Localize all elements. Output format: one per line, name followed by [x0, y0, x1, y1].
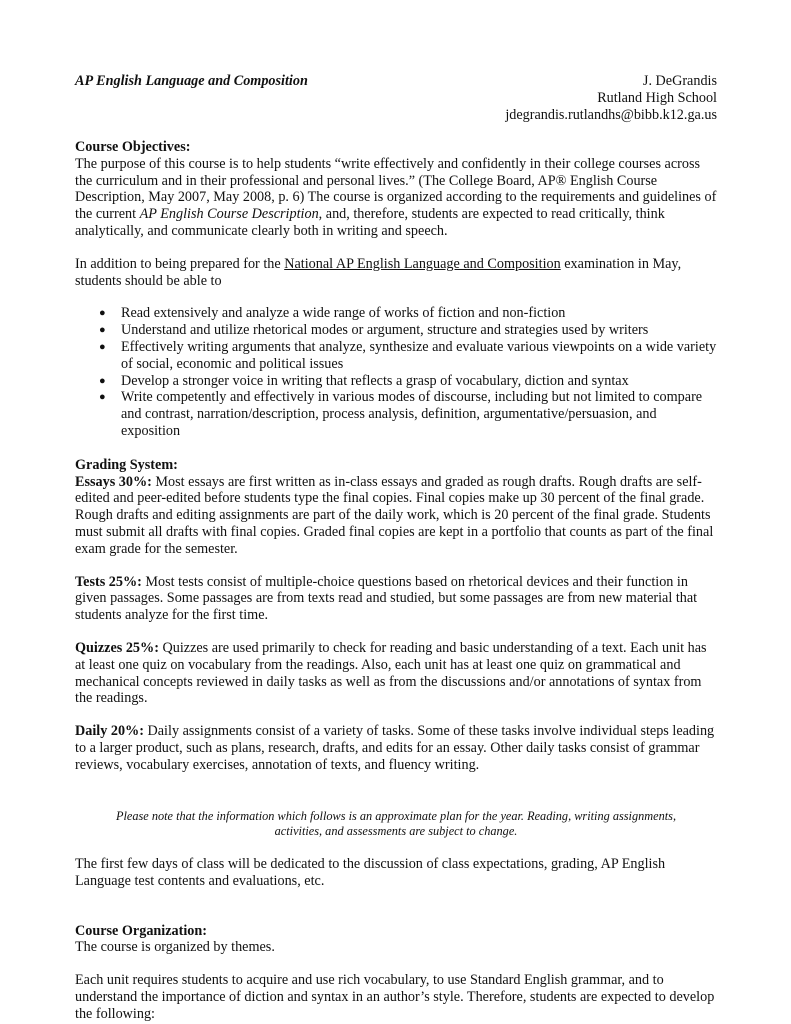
exam-link[interactable]: National AP English Language and Composition [284, 255, 561, 272]
essays-label: Essays 30%: [75, 473, 152, 490]
school-name: Rutland High School [597, 89, 717, 106]
exam-text-start: In addition to being prepared for the [75, 255, 285, 272]
bullet-icon: ● [99, 391, 106, 404]
author-name: J. DeGrandis [642, 73, 717, 89]
exam-paragraph [75, 256, 717, 290]
objectives-list [75, 305, 717, 439]
objectives-paragraph [75, 156, 717, 240]
list-item [99, 322, 717, 339]
list-item-text: Read extensively and analyze a wide range of works of fiction and non-fiction [121, 305, 566, 322]
objectives-text-end: , and, therefore, students are expected to read critically, think analytically, and communicate clearly both in writing and speech. [75, 206, 665, 239]
list-item [99, 372, 717, 390]
list-item-text: Write competently and effectively in various modes of discourse, including but not limited to compare and contrast, narration/description, process analysis, definition, argumentative/persuasion, and exposition [121, 389, 703, 439]
exam-text-end: examination in May, students should be able to [75, 255, 682, 289]
document-page [75, 73, 717, 1023]
course-title: AP English Language and Composition [75, 73, 308, 89]
objectives-heading: Course Objectives: [75, 139, 191, 155]
author-block [505, 73, 717, 123]
daily-paragraph [75, 723, 717, 773]
quizzes-text: Quizzes are used primarily to check for reading and basic understanding of a text. Each unit has at least one quiz on vocabulary from the readings. Also, each unit has at least one quiz on grammatical and mechanical concepts reviewed in daily tasks as well as from the discussions and/or annotations of syntax from the readings. [75, 639, 707, 707]
grading-heading: Grading System: [75, 456, 178, 473]
bullet-icon: ● [99, 324, 106, 337]
tests-label: Tests 25%: [75, 573, 142, 590]
daily-text: Daily assignments consist of a variety of tasks. Some of these tasks involve individual steps leading to a larger product, such as plans, research, drafts, and edits for an essay. Other daily tasks consist of grammar reviews, vocabulary exercises, annotation of texts, and fluency writing. [75, 723, 715, 773]
list-item-text: Effectively writing arguments that analyze, synthesize and evaluate various viewpoints on a wide variety of social, economic and political issues [121, 338, 717, 372]
tests-paragraph [75, 574, 717, 624]
tests-text: Most tests consist of multiple-choice questions based on rhetorical devices and their function in given passages. Some passages are from texts read and studied, but some passages are from new material that students analyze for the first time. [75, 573, 698, 624]
quizzes-label: Quizzes 25%: [75, 639, 159, 656]
document-header [75, 73, 717, 123]
bullet-icon: ● [99, 340, 106, 353]
author-email: jdegrandis.rutlandhs@bibb.k12.ga.us [505, 106, 717, 123]
first-days-paragraph: The first few days of class will be dedicated to the discussion of class expectations, grading, AP English Language test contents and evaluations, etc. [75, 856, 666, 889]
bullet-icon: ● [99, 374, 106, 387]
quizzes-paragraph [75, 640, 717, 707]
objectives-text-start: The purpose of this course is to help students “write effectively and confidently in their college courses across the curriculum and in their professional and personal lives.” (The College Board, AP® English Course Description, May 2007, May 2008, p. 6) The course is organized according to the requirements and guidelines of the current [75, 155, 717, 223]
daily-label: Daily 20%: [75, 723, 144, 740]
list-item [99, 338, 717, 373]
course-description-title: AP English Course Description [139, 206, 319, 223]
essays-text: Most essays are first written as in-class essays and graded as rough drafts. Rough drafts are self-edited and peer-edited before students type the final copies. Final copies make up 30 percent of the final grade. Rough drafts and editing assignments are part of the daily work, which is 20 percent of the final grade. Students must submit all drafts with final copies. Graded final copies are kept in a portfolio that counts as part of the final exam grade for the semester. [75, 473, 714, 557]
organization-paragraph: Each unit requires students to acquire and use rich vocabulary, to use Standard English grammar, and to understand the importance of diction and syntax in an author’s style. Therefore, students are expected to develop the following: [75, 972, 715, 1022]
plan-note: Please note that the information which follows is an approximate plan for the year. Reading, writing assignments, activities, and assessments are subject to change. [115, 808, 677, 839]
list-item [99, 305, 717, 322]
list-item-text: Understand and utilize rhetorical modes or argument, structure and strategies used by writers [121, 322, 649, 339]
list-item [99, 389, 717, 439]
organization-line: The course is organized by themes. [75, 939, 275, 956]
bullet-icon: ● [99, 307, 106, 320]
organization-heading: Course Organization: [75, 922, 208, 939]
list-item-text: Develop a stronger voice in writing that reflects a grasp of vocabulary, diction and syntax [121, 372, 629, 389]
essays-paragraph [75, 474, 717, 558]
